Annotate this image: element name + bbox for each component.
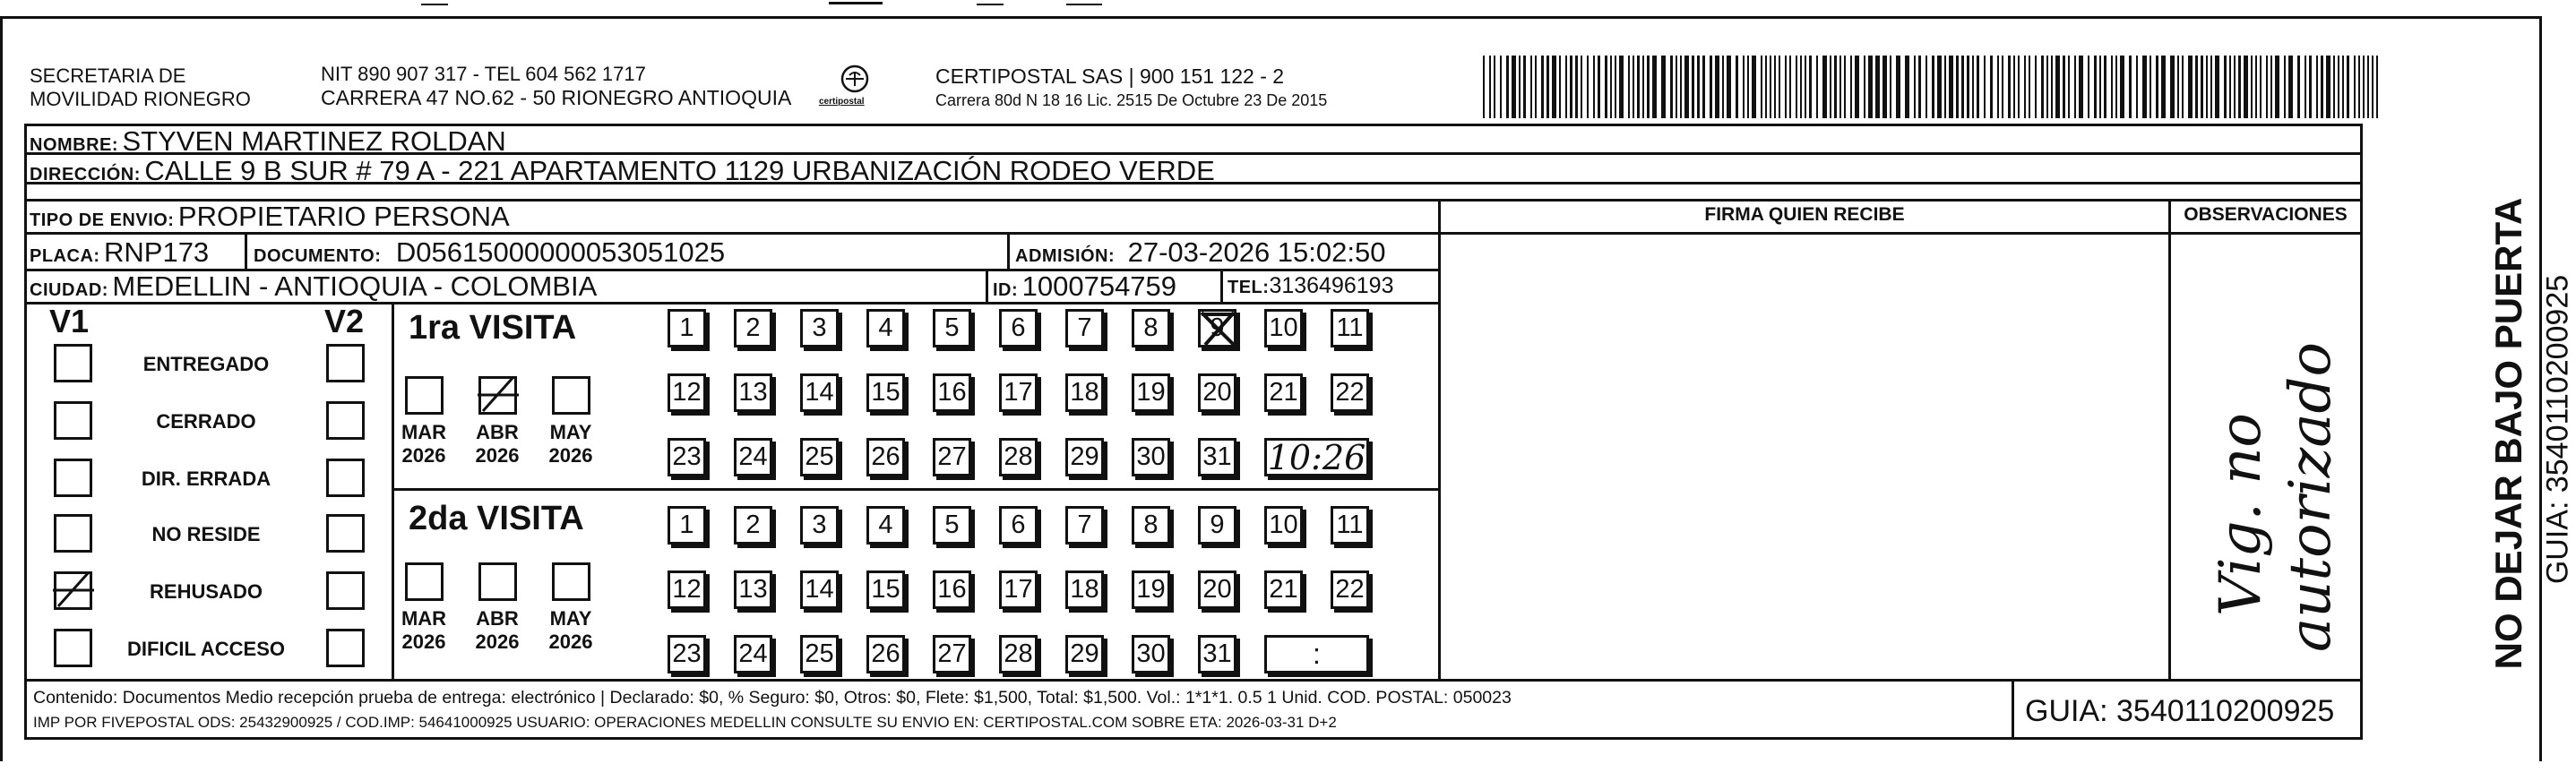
barcode-bar: [2008, 56, 2011, 118]
id-label: ID:: [993, 280, 1019, 300]
barcode-bar: [1997, 56, 1999, 118]
no-dejar-warning: NO DEJAR BAJO PUERTA: [2487, 197, 2529, 670]
direccion-value: CALLE 9 B SUR # 79 A - 221 APARTAMENTO 1129 URBANIZACIÓN RODEO VERDE: [144, 155, 1215, 186]
barcode-bar: [1918, 56, 1921, 118]
barcode-bar: [2188, 56, 2193, 118]
barcode-bar: [1727, 56, 1731, 118]
status-v1-checkbox[interactable]: [54, 459, 92, 497]
nombre-value: STYVEN MARTINEZ ROLDAN: [122, 125, 506, 157]
visit2-day-box[interactable]: 30: [1132, 635, 1170, 673]
visit1-day-box[interactable]: 28: [999, 438, 1038, 476]
barcode-bar: [2115, 56, 2117, 118]
barcode-bar: [1483, 56, 1485, 118]
barcode-bar: [2338, 56, 2339, 118]
visit1-day-box[interactable]: 4: [866, 309, 905, 347]
barcode-bar: [1610, 56, 1612, 118]
barcode-bar: [1541, 56, 1544, 118]
observaciones-header: OBSERVACIONES: [2184, 204, 2348, 225]
barcode-bar: [1785, 56, 1787, 118]
visit2-month-checkbox[interactable]: [552, 562, 590, 601]
barcode-bar: [1747, 56, 1749, 118]
barcode-bar: [1575, 56, 1578, 118]
barcode-bar: [2161, 56, 2166, 118]
barcode-bar: [1834, 56, 1837, 118]
side-guia: GUIA: 3540110200925: [2540, 274, 2575, 585]
barcode-bar: [1896, 56, 1900, 118]
status-v1-checkbox[interactable]: [54, 571, 92, 610]
barcode-bar: [2035, 56, 2037, 118]
visit2-month-label: MAR 2026: [401, 607, 447, 653]
visit1-day-box[interactable]: 5: [933, 309, 971, 347]
barcode-bar: [1905, 56, 1909, 118]
visit2-day-box[interactable]: 22: [1331, 570, 1369, 609]
visit2-day-box[interactable]: 16: [933, 570, 971, 609]
barcode-bar: [1692, 56, 1694, 118]
status-v1-checkbox[interactable]: [54, 514, 92, 553]
visit2-day-box[interactable]: 1: [668, 506, 706, 545]
visit2-month-label: MAY 2026: [548, 607, 593, 653]
barcode-bar: [1839, 56, 1841, 118]
placa-row: [30, 236, 209, 269]
visit2-title: 2da VISITA: [409, 500, 584, 537]
v1-label: V1: [49, 303, 90, 339]
barcode-bar: [2275, 56, 2279, 118]
barcode-bar: [2238, 56, 2241, 118]
visit2-day-box[interactable]: 7: [1065, 506, 1104, 545]
visit1-day-box[interactable]: 11: [1331, 309, 1369, 347]
v2-label: V2: [324, 303, 365, 339]
visit2-day-box[interactable]: 2: [734, 506, 772, 545]
status-label: ENTREGADO: [142, 353, 270, 375]
barcode-bar: [1565, 56, 1567, 118]
barcode-bar: [2046, 56, 2048, 118]
barcode-bar: [1661, 56, 1666, 118]
ciudad-row: [30, 270, 597, 303]
courier-block: CERTIPOSTAL SAS | 900 151 122 - 2 Carrera 80d N 18 16 Lic. 2515 De Octubre 23 De 2015: [935, 64, 1328, 109]
visit2-day-box[interactable]: 27: [933, 635, 971, 673]
barcode-bar: [2136, 56, 2138, 118]
ciudad-value: MEDELLIN - ANTIOQUIA - COLOMBIA: [112, 270, 598, 302]
barcode-bar: [1546, 56, 1549, 118]
firma-header: FIRMA QUIEN RECIBE: [1704, 204, 1905, 225]
barcode-bar: [1535, 56, 1537, 118]
visit1-time-box[interactable]: 10:26: [1264, 438, 1369, 476]
nombre-label: NOMBRE:: [30, 135, 119, 155]
barcode-bar: [1977, 56, 1979, 118]
barcode-bar: [1789, 56, 1791, 118]
visit2-day-box[interactable]: 26: [866, 635, 905, 673]
visit1-day-box[interactable]: 10: [1264, 309, 1303, 347]
barcode-bar: [1850, 56, 1852, 118]
barcode-bar: [2244, 56, 2248, 118]
visit2-day-box[interactable]: 11: [1331, 506, 1369, 545]
barcode-bar: [2284, 56, 2286, 118]
visit2-day-box[interactable]: 19: [1132, 570, 1170, 609]
visit1-day-box[interactable]: 20: [1198, 373, 1236, 412]
status-label: DIR. ERRADA: [141, 467, 271, 490]
tel-row: [1228, 273, 1393, 299]
barcode-bar: [1752, 56, 1756, 118]
visit2-day-box[interactable]: 21: [1264, 570, 1303, 609]
barcode-bar: [2297, 56, 2300, 118]
tipo-row: [30, 201, 510, 233]
barcode-bar: [1890, 56, 1891, 118]
barcode-bar: [2347, 56, 2349, 118]
visit1-day-box[interactable]: 25: [800, 438, 839, 476]
barcode-bar: [1956, 56, 1959, 118]
status-label: NO RESIDE: [151, 523, 261, 545]
barcode-bar: [2041, 56, 2044, 118]
barcode-bar: [2376, 56, 2378, 118]
barcode-bar: [2224, 56, 2227, 118]
direccion-row: [30, 155, 1215, 187]
barcode-bar: [2354, 56, 2356, 118]
visit1-day-box[interactable]: 26: [866, 438, 905, 476]
visit2-day-box[interactable]: 25: [800, 635, 839, 673]
barcode-bar: [2018, 56, 2020, 118]
barcode-bar: [1800, 56, 1802, 118]
status-v1-checkbox[interactable]: [54, 344, 92, 382]
visit1-day-box[interactable]: 24: [734, 438, 772, 476]
tipo-label: TIPO DE ENVIO:: [30, 210, 175, 230]
barcode-bar: [1875, 56, 1880, 118]
firma-area[interactable]: [1442, 235, 2167, 679]
barcode-bar: [1506, 56, 1509, 118]
certipostal-logo: certipostal: [815, 63, 896, 115]
barcode-bar: [2068, 56, 2070, 118]
barcode-bar: [2094, 56, 2097, 118]
documento-value: D05615000000053051025: [395, 236, 726, 268]
barcode-bar: [2104, 56, 2106, 118]
barcode-bar: [1552, 56, 1556, 118]
org-name: SECRETARIA DE MOVILIDAD RIONEGRO: [30, 64, 251, 110]
barcode-bar: [1530, 56, 1532, 118]
direccion-label: DIRECCIÓN:: [30, 165, 141, 184]
ciudad-label: CIUDAD:: [30, 280, 108, 300]
barcode-bar: [1642, 56, 1644, 118]
placa-value: RNP173: [104, 236, 210, 268]
status-v2-checkbox[interactable]: [326, 344, 365, 382]
barcode-bar: [2260, 56, 2262, 118]
visit1-day-box[interactable]: 14: [800, 373, 839, 412]
barcode-bar: [1684, 56, 1689, 118]
barcode-bar: [2002, 56, 2003, 118]
visit2-day-box[interactable]: 31: [1198, 635, 1236, 673]
barcode-bar: [1855, 56, 1859, 118]
barcode-bar: [1926, 56, 1927, 118]
barcode-bar: [1512, 56, 1516, 118]
barcode-bar: [2229, 56, 2231, 118]
barcode-bar: [1949, 56, 1953, 118]
status-label: REHUSADO: [150, 580, 263, 603]
barcode-bar: [1770, 56, 1771, 118]
barcode-bar: [1715, 56, 1719, 118]
barcode-bar: [1676, 56, 1677, 118]
visit1-day-box[interactable]: 18: [1065, 373, 1104, 412]
status-label: DIFICIL ACCESO: [126, 638, 285, 660]
barcode-bar: [1581, 56, 1582, 118]
barcode-bar: [1779, 56, 1780, 118]
visit1-day-box[interactable]: 7: [1065, 309, 1104, 347]
visit1-month-checkbox[interactable]: [405, 376, 444, 415]
barcode-bar: [1523, 56, 1526, 118]
barcode-bar: [1605, 56, 1607, 118]
barcode-bar: [1743, 56, 1745, 118]
visit1-month-checkbox[interactable]: [478, 376, 517, 415]
barcode-bar: [2342, 56, 2344, 118]
tipo-value: PROPIETARIO PERSONA: [177, 201, 510, 232]
status-v2-checkbox[interactable]: [326, 459, 365, 497]
barcode-bar: [2088, 56, 2089, 118]
barcode-bar: [1914, 56, 1916, 118]
barcode-bar: [2288, 56, 2293, 118]
barcode-bar: [1619, 56, 1624, 118]
barcode-bar: [2363, 56, 2365, 118]
barcode-bar: [1844, 56, 1846, 118]
footer-imp: IMP POR FIVEPOSTAL ODS: 25432900925 / COD.IMP: 54641000925 USUARIO: OPERACIONES MEDELLIN CONSULTE SU ENVIO EN: CERTIPOSTAL.COM SOBRE ETA: 2026-03-31 D+2: [33, 714, 1337, 731]
barcode-bar: [1961, 56, 1964, 118]
visit2-day-box[interactable]: 15: [866, 570, 905, 609]
visit1-day-box[interactable]: 21: [1264, 373, 1303, 412]
visit2-day-box[interactable]: 29: [1065, 635, 1104, 673]
visit1-month-checkbox[interactable]: [552, 376, 590, 415]
barcode-bar: [1680, 56, 1682, 118]
visit2-time-box[interactable]: :: [1264, 635, 1369, 673]
status-v1-checkbox[interactable]: [54, 629, 92, 667]
visit2-month-checkbox[interactable]: [405, 562, 444, 601]
barcode-bar: [2024, 56, 2026, 118]
status-v2-checkbox[interactable]: [326, 514, 365, 553]
barcode-bar: [2029, 56, 2030, 118]
barcode-bar: [1570, 56, 1572, 118]
barcode-bar: [2055, 56, 2060, 118]
visit1-month-label: MAY 2026: [548, 421, 593, 467]
visit1-title: 1ra VISITA: [409, 309, 577, 347]
barcode-bar: [2358, 56, 2360, 118]
barcode-bar: [1972, 56, 1974, 118]
barcode-bar: [2210, 56, 2212, 118]
visit1-day-box[interactable]: 22: [1331, 373, 1369, 412]
status-v2-checkbox[interactable]: [326, 571, 365, 610]
barcode-bar: [1765, 56, 1767, 118]
barcode-bar: [1637, 56, 1640, 118]
barcode-bar: [1796, 56, 1797, 118]
visit2-day-box[interactable]: 20: [1198, 570, 1236, 609]
visit1-day-box[interactable]: 3: [800, 309, 839, 347]
frame-top: [0, 16, 2542, 19]
visit1-day-box[interactable]: 6: [999, 309, 1038, 347]
footer-contenido: Contenido: Documentos Medio recepción prueba de entrega: electrónico | Declarado: $0, % Seguro: $0, Otros: $0, Flete: $1,500, Total: $1,500. Vol.: 1*1*1. 0.5 1 Unid. COD. POSTAL: 050023: [33, 688, 1512, 708]
barcode-bar: [1697, 56, 1700, 118]
barcode-bar: [2266, 56, 2268, 118]
barcode-bar: [1830, 56, 1831, 118]
barcode-bar: [1628, 56, 1630, 118]
barcode-bar: [2120, 56, 2124, 118]
barcode-bar: [1809, 56, 1812, 118]
barcode-bar: [1816, 56, 1818, 118]
barcode-bar: [2309, 56, 2312, 118]
barcode-bar: [1489, 56, 1491, 118]
visit2-day-box[interactable]: 28: [999, 635, 1038, 673]
barcode-bar: [2333, 56, 2335, 118]
barcode-bar: [1984, 56, 1986, 118]
barcode-bar: [2270, 56, 2272, 118]
barcode: [1483, 56, 2382, 118]
barcode-bar: [1967, 56, 1969, 118]
placa-label: PLACA:: [30, 246, 100, 266]
barcode-bar: [2013, 56, 2015, 118]
barcode-bar: [1761, 56, 1762, 118]
barcode-bar: [1500, 56, 1502, 118]
barcode-bar: [2201, 56, 2203, 118]
frame-left: [0, 16, 3, 761]
visit2-day-box[interactable]: 9: [1198, 506, 1236, 545]
barcode-bar: [1822, 56, 1827, 118]
id-value: 1000754759: [1021, 270, 1177, 302]
barcode-bar: [1805, 56, 1806, 118]
barcode-bar: [1559, 56, 1561, 118]
barcode-bar: [1670, 56, 1673, 118]
barcode-bar: [2099, 56, 2101, 118]
barcode-bar: [2215, 56, 2219, 118]
barcode-bar: [2372, 56, 2374, 118]
admision-row: [1015, 236, 1385, 269]
visit2-day-box[interactable]: 23: [668, 635, 706, 673]
barcode-bar: [1710, 56, 1712, 118]
tel-value: 3136496193: [1269, 273, 1394, 298]
barcode-bar: [1587, 56, 1589, 118]
barcode-bar: [1932, 56, 1934, 118]
nombre-row: [30, 125, 506, 158]
barcode-bar: [2305, 56, 2306, 118]
barcode-bar: [2195, 56, 2198, 118]
barcode-bar: [2142, 56, 2147, 118]
barcode-bar: [1647, 56, 1650, 118]
barcode-bar: [1990, 56, 1993, 118]
nit-block: NIT 890 907 317 - TEL 604 562 1717 CARRERA 47 NO.62 - 50 RIONEGRO ANTIOQUIA: [321, 63, 792, 109]
barcode-bar: [2129, 56, 2132, 118]
barcode-bar: [2326, 56, 2330, 118]
barcode-bar: [1944, 56, 1946, 118]
visit1-day-box[interactable]: 16: [933, 373, 971, 412]
visit1-day-box[interactable]: 23: [668, 438, 706, 476]
barcode-bar: [1868, 56, 1873, 118]
barcode-bar: [2051, 56, 2053, 118]
visit2-day-box[interactable]: 3: [800, 506, 839, 545]
visit1-day-box[interactable]: 12: [668, 373, 706, 412]
barcode-bar: [1652, 56, 1657, 118]
visit1-day-box[interactable]: 8: [1132, 309, 1170, 347]
admision-value: 27-03-2026 15:02:50: [1127, 236, 1386, 268]
visit1-day-box[interactable]: 30: [1132, 438, 1170, 476]
id-row: [993, 270, 1176, 303]
barcode-bar: [1598, 56, 1600, 118]
barcode-bar: [2079, 56, 2083, 118]
status-label: CERRADO: [156, 410, 256, 433]
visit2-day-box[interactable]: 8: [1132, 506, 1170, 545]
barcode-bar: [2251, 56, 2253, 118]
visit2-day-box[interactable]: 13: [734, 570, 772, 609]
visit2-day-box[interactable]: 17: [999, 570, 1038, 609]
barcode-bar: [1864, 56, 1865, 118]
barcode-bar: [1593, 56, 1595, 118]
barcode-bar: [2182, 56, 2184, 118]
visit2-month-label: ABR 2026: [475, 607, 520, 653]
visit1-day-box[interactable]: 29: [1065, 438, 1104, 476]
visit1-day-box[interactable]: 17: [999, 373, 1038, 412]
status-v2-checkbox[interactable]: [326, 401, 365, 440]
barcode-bar: [1937, 56, 1942, 118]
status-v1-checkbox[interactable]: [54, 401, 92, 440]
barcode-bar: [2150, 56, 2151, 118]
barcode-bar: [2074, 56, 2076, 118]
visit1-month-label: ABR 2026: [475, 421, 520, 467]
visit2-day-box[interactable]: 12: [668, 570, 706, 609]
barcode-bar: [2255, 56, 2257, 118]
footer-guia: GUIA: 3540110200925: [2025, 694, 2335, 728]
barcode-bar: [1702, 56, 1705, 118]
visit2-day-box[interactable]: 10: [1264, 506, 1303, 545]
barcode-bar: [2111, 56, 2113, 118]
barcode-bar: [1774, 56, 1776, 118]
visit1-day-box[interactable]: 9: [1198, 309, 1236, 347]
visit2-day-box[interactable]: 24: [734, 635, 772, 673]
visit2-month-checkbox[interactable]: [478, 562, 517, 601]
documento-row: [254, 236, 725, 269]
barcode-bar: [2316, 56, 2318, 118]
visit1-day-box[interactable]: 19: [1132, 373, 1170, 412]
visit1-day-box[interactable]: 15: [866, 373, 905, 412]
barcode-bar: [1736, 56, 1738, 118]
visit2-day-box[interactable]: 14: [800, 570, 839, 609]
barcode-bar: [1633, 56, 1634, 118]
visit1-month-label: MAR 2026: [401, 421, 447, 467]
visit1-day-box[interactable]: 27: [933, 438, 971, 476]
barcode-bar: [1882, 56, 1887, 118]
barcode-bar: [2177, 56, 2179, 118]
visit2-day-box[interactable]: 18: [1065, 570, 1104, 609]
documento-label: DOCUMENTO:: [254, 246, 382, 266]
barcode-bar: [2156, 56, 2158, 118]
tel-label: TEL:: [1228, 278, 1270, 297]
barcode-bar: [2206, 56, 2208, 118]
visit2-day-box[interactable]: 6: [999, 506, 1038, 545]
barcode-bar: [1722, 56, 1724, 118]
barcode-bar: [1519, 56, 1521, 118]
visit2-day-box[interactable]: 4: [866, 506, 905, 545]
barcode-bar: [1615, 56, 1616, 118]
barcode-bar: [1494, 56, 1495, 118]
visit1-day-box[interactable]: 2: [734, 309, 772, 347]
barcode-bar: [2367, 56, 2369, 118]
visit1-day-box[interactable]: 31: [1198, 438, 1236, 476]
barcode-bar: [2234, 56, 2236, 118]
observation-handwriting: Vig. no autorizado: [2208, 341, 2344, 652]
visit2-day-box[interactable]: 5: [933, 506, 971, 545]
visit1-day-box[interactable]: 13: [734, 373, 772, 412]
status-v2-checkbox[interactable]: [326, 629, 365, 667]
barcode-bar: [2170, 56, 2175, 118]
admision-label: ADMISIÓN:: [1015, 246, 1116, 266]
visit1-day-box[interactable]: 1: [668, 309, 706, 347]
barcode-bar: [2063, 56, 2065, 118]
barcode-bar: [2321, 56, 2323, 118]
